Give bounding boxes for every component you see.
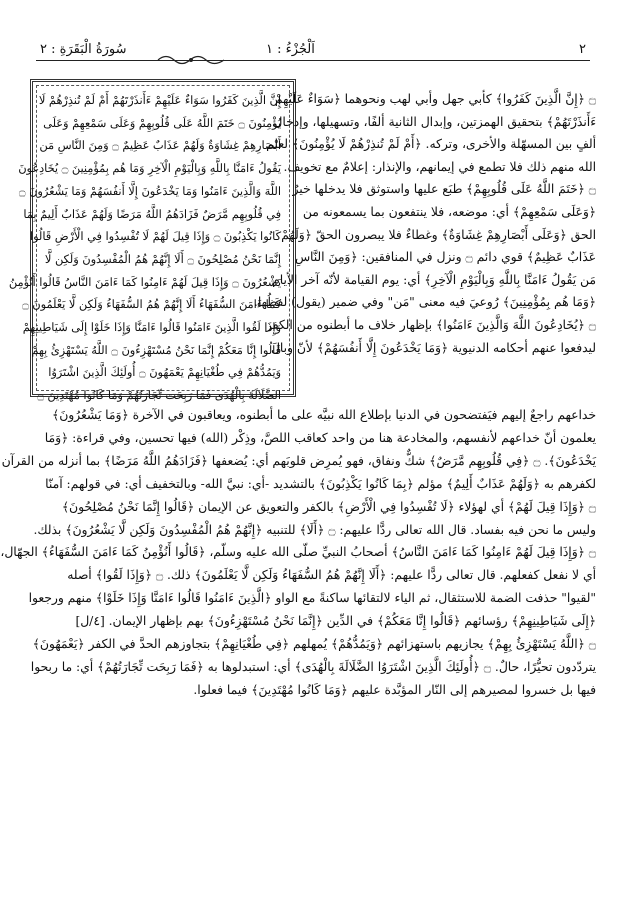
commentary-full-width <box>0 404 596 702</box>
quran-text <box>8 85 290 403</box>
commentary-line: عَذَابٌ عَظِيمٌ﴾ قوي دائم ۝ ونزل في المنافقين: ﴿وَمِنَ النَّاسِ <box>294 250 596 265</box>
commentary-line: أي لا نفعل كفعلهم. قال تعالى ردًّا عليهم: ﴿أَلَا إِنَّهُمْ هُمُ السُّفَهَاءُ وَلَكِن لَّا يَعْلَمُونَ﴾ ذلك. ۝ ﴿وَإِذَا لَقُوا﴾ أصله <box>67 568 596 583</box>
commentary-line: ۝ ﴿وَإِذَا قِيلَ لَهُمْ ءَامِنُوا كَمَا ءَامَنَ النَّاسُ﴾ أصحابُ النبيِّ صلّى الله عليه وسلّم، ﴿قَالُوا أَنُؤْمِنُ كَمَا ءَامَنَ السُّفَهَاءُ﴾ الجهّال، <box>0 545 596 560</box>
quran-line: وَيَمُدُّهُمْ فِي طُغْيَانِهِمْ يَعْمَهُونَ ۝ أُولَئِكَ الَّذِينَ اشْتَرَوُا <box>48 366 281 380</box>
commentary-line: يعلمون أنّ خداعهم لأنفسهم، والمخادعة هنا من واحد كعاقب اللصَّ، وذِكْر (الله) فيها تحسين، وفي قراءة: ﴿وَمَا <box>44 430 596 445</box>
commentary-line: خداعهم راجعٌ إليهم فيَفتضحون في الدنيا بإطلاع الله نبيَّه على ما أبطنوه، ويعاقبون في الآخرة ﴿وَمَا يَشْعُرُونَ﴾ <box>51 408 596 422</box>
quran-line: كَمَا ءَامَنَ السُّفَهَاءُ أَلَا إِنَّهُمْ هُمُ السُّفَهَاءُ وَلَكِن لَّا يَعْلَمُونَ ۝ <box>22 298 281 312</box>
commentary-line: ۝ ﴿يُخَادِعُونَ اللَّهَ وَالَّذِينَ ءَامَنُوا﴾ بإظهار خلاف ما أبطنوه من الكفر <box>265 317 596 332</box>
commentary-line: ۝ ﴿خَتَمَ اللَّهُ عَلَى قُلُوبِهِمْ﴾ طبَع عليها واستوثق فلا يدخلها خيرٌ <box>292 182 596 197</box>
commentary-line: الله منهم ذلك فلا تطمع في إيمانهم، والإنذار: إعلامٌ مع تخويف. <box>283 159 596 174</box>
quran-line: كَانُوا يَكْذِبُونَ ۝ وَإِذَا قِيلَ لَهُمْ لَا تُفْسِدُوا فِي الْأَرْضِ قَالُوا <box>29 230 281 244</box>
quran-line: يَقُولُ ءَامَنَّا بِاللَّهِ وَبِالْيَوْمِ الْآخِرِ وَمَا هُم بِمُؤْمِنِينَ ۝ يُخَادِعُونَ <box>18 162 281 176</box>
commentary-line: مَن يَقُولُ ءَامَنَّا بِاللَّهِ وَبِالْيَوْمِ الْآخِرِ﴾ أي: يوم القيامة لأنّه آخر الأيام <box>272 272 596 287</box>
surah-label: سُورَةُ الْبَقَرَةِ : ٢ <box>40 42 127 57</box>
quran-line: اللَّهَ وَالَّذِينَ ءَامَنُوا وَمَا يَخْدَعُونَ إِلَّا أَنفُسَهُمْ وَمَا يَشْعُرُونَ ۝ <box>18 184 281 198</box>
commentary-line: وليس ما نحن فيه بفساد. قال الله تعالى ردًّا عليهم: ۝ ﴿أَلَا﴾ للتنبيه ﴿إِنَّهُمْ هُمُ الْمُفْسِدُونَ وَلَكِن لَّا يَشْعُرُونَ﴾ بذلك. <box>33 522 596 537</box>
commentary-line: يَخْدَعُونَ﴾. ۝ ﴿فِي قُلُوبِهِم مَّرَضٌ﴾ شكٌّ ونفاق، فهو يُمرِض قلوبَهم أي: يُضعفها ﴿فَزَادَهُمُ اللَّهُ مَرَضًا﴾ بما أنزله من القرآن <box>1 453 596 468</box>
quran-line: إِنَّ الَّذِينَ كَفَرُوا سَوَاءٌ عَلَيْهِمْ ءَأَنذَرْتَهُمْ أَمْ لَمْ تُنذِرْهُمْ لَا <box>38 94 281 107</box>
page-number: ٢ <box>579 42 586 57</box>
quran-line: يُؤْمِنُونَ ۝ خَتَمَ اللَّهُ عَلَى قُلُوبِهِمْ وَعَلَى سَمْعِهِمْ وَعَلَى <box>43 116 281 130</box>
commentary-line: ﴿وَعَلَى سَمْعِهِمْ﴾ أي: موضعه، فلا ينتفعون بما يسمعونه من <box>302 204 596 219</box>
quran-line: الضَّلَالَةَ بِالْهُدَى فَمَا رَبِحَت تِّجَارَتُهُمْ وَمَا كَانُوا مُهْتَدِينَ ۝ <box>37 389 281 403</box>
quran-line: وَإِذَا لَقُوا الَّذِينَ ءَامَنُوا قَالُوا ءَامَنَّا وَإِذَا خَلَوْا إِلَى شَيَاطِينِهِمْ <box>22 321 281 335</box>
page-header <box>36 38 590 66</box>
quran-line: يَشْعُرُونَ ۝ وَإِذَا قِيلَ لَهُمْ ءَامِنُوا كَمَا ءَامَنَ النَّاسُ قَالُوا أَنُؤْمِنُ <box>8 275 281 289</box>
commentary-line: الحق ﴿وَعَلَى أَبْصَارِهِمْ غِشَاوَةٌ﴾ وغطاءٌ فلا يبصرون الحقّ ﴿وَلَهُمْ <box>281 227 596 242</box>
quran-line: إِنَّمَا نَحْنُ مُصْلِحُونَ ۝ أَلَا إِنَّهُمْ هُمُ الْمُفْسِدُونَ وَلَكِن لَّا <box>44 252 281 266</box>
commentary-line: لكفرهم به ﴿وَلَهُمْ عَذَابٌ أَلِيمٌ﴾ مؤلم ﴿بِمَا كَانُوا يَكْذِبُونَ﴾ بالتشديد -أي: نبيَّ الله- وبالتخفيف أي: في قولهم: آمنّا <box>45 476 596 491</box>
commentary-line: ليدفعوا عنهم أحكامه الدنيوية ﴿وَمَا يَخْدَعُونَ إِلَّا أَنفُسَهُمْ﴾ لأنّ وبالَ <box>270 340 596 355</box>
quran-text-box <box>8 79 296 403</box>
commentary-line: ۝ ﴿اللَّهُ يَسْتَهْزِئُ بِهِمْ﴾ يجازيهم باستهزائهم ﴿وَيَمُدُّهُمْ﴾ يُمهلهم ﴿فِي طُغْيَانِهِمْ﴾ بتجاوزهم الحدَّ في الكفر ﴿يَعْمَهُونَ﴾ <box>32 637 596 652</box>
commentary-line: يتردّدون تحيُّرًا، حالٌ. ۝ ﴿أُولَئِكَ الَّذِينَ اشْتَرَوُا الضَّلَالَةَ بِالْهُدَى﴾ أي: استبدلوها به ﴿فَمَا رَبِحَت تِّجَارَتُهُمْ﴾ أي: ما ربحوا <box>30 659 596 674</box>
commentary-line: ﴿إِلَى شَيَاطِينِهِمْ﴾ رؤسائهم ﴿قَالُوا إِنَّا مَعَكُمْ﴾ في الدِّين ﴿إِنَّمَا نَحْنُ مُسْتَهْزِءُونَ﴾ بهم بإظهار الإيمان. [٤/ل] <box>75 614 596 629</box>
header-divider <box>36 60 590 61</box>
commentary-line: ألفٍ بين المسهّلة والأخرى، وتركه. ﴿أَمْ لَمْ تُنذِرْهُمْ لَا يُؤْمِنُونَ﴾ لعلم <box>266 137 596 152</box>
commentary-side-column <box>253 88 596 359</box>
quran-line: قَالُوا إِنَّا مَعَكُمْ إِنَّمَا نَحْنُ مُسْتَهْزِءُونَ ۝ اللَّهُ يَسْتَهْزِئُ بِهِمْ <box>31 343 281 357</box>
quran-line: فِي قُلُوبِهِم مَّرَضٌ فَزَادَهُمُ اللَّهُ مَرَضًا وَلَهُمْ عَذَابٌ أَلِيمٌ بِمَا <box>23 207 281 221</box>
commentary-line: ءَأَنذَرْتَهُمْ﴾ بتحقيق الهمزتين، وإبدال الثانية ألفًا، وتسهيلها، وإدخال <box>273 114 596 129</box>
quran-line: أَبْصَارِهِمْ غِشَاوَةٌ وَلَهُمْ عَذَابٌ عَظِيمٌ ۝ وَمِنَ النَّاسِ مَن <box>39 139 281 153</box>
juz-label: اَلْجُزْءُ : ١ <box>266 42 315 57</box>
commentary-line: ۝ ﴿إِنَّ الَّذِينَ كَفَرُوا﴾ كأبي جهل وأبي لهب ونحوهما ﴿سَوَاءٌ عَلَيْهِمْ <box>274 92 596 106</box>
commentary-line: ﴿وَمَا هُم بِمُؤْمِنِينَ﴾ رُوعيَ فيه معنى "مَن" وفي ضمير (يقول) لفظُها. <box>253 295 596 310</box>
commentary-line: فيها بل خسروا لمصيرهم إلى النّار المؤبَّدة عليهم ﴿وَمَا كَانُوا مُهْتَدِينَ﴾ فيما فعلوا. <box>193 682 596 697</box>
commentary-line: ۝ ﴿وَإِذَا قِيلَ لَهُمْ﴾ أي لهؤلاء ﴿لَا تُفْسِدُوا فِي الْأَرْضِ﴾ بالكفر والتعويق عن الإيمان ﴿قَالُوا إِنَّمَا نَحْنُ مُصْلِحُونَ﴾ <box>61 499 596 514</box>
commentary-line: "لقيوا" حذفت الضمة للاستثقال، ثم الياء لالتقائها ساكنةً مع الواو ﴿الَّذِينَ ءَامَنُوا قَالُوا ءَامَنَّا وَإِذَا خَلَوْا﴾ منهم ورجعوا <box>28 591 596 606</box>
